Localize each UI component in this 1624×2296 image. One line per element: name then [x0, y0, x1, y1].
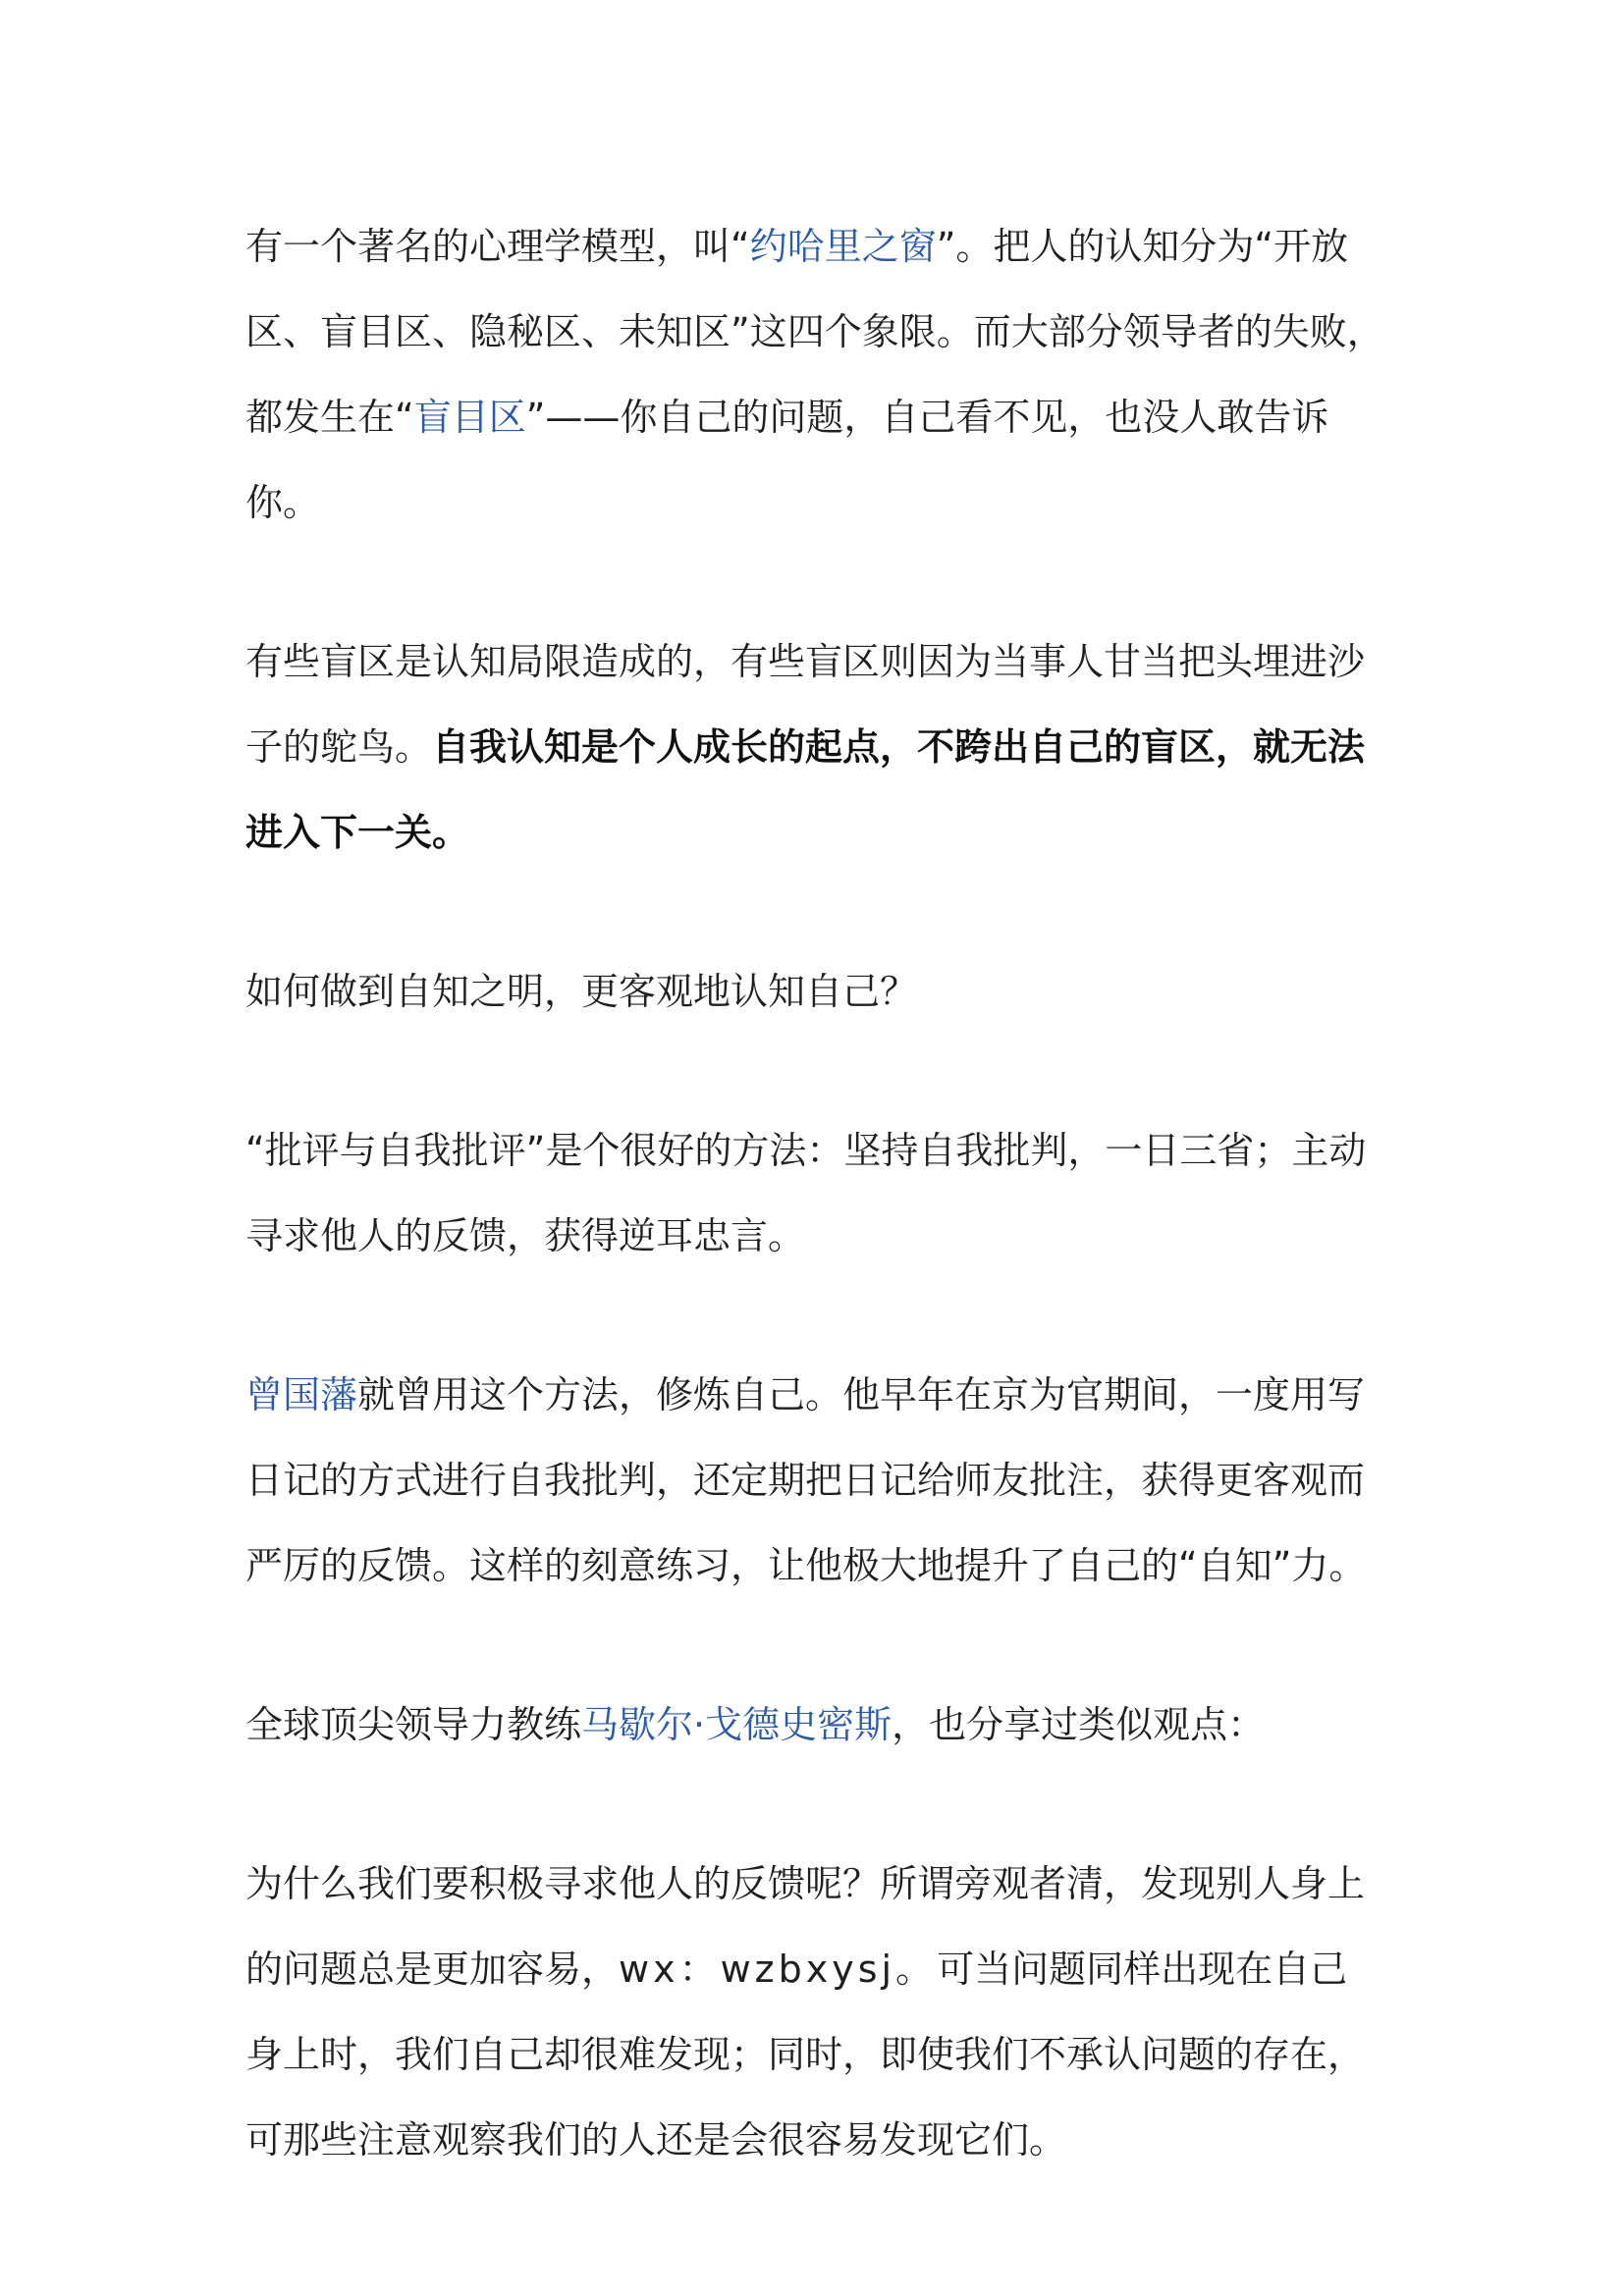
text-segment: 全球顶尖领导力教练 — [245, 1703, 582, 1746]
paragraph-goldsmith — [245, 1682, 1384, 1768]
text-segment: 如何做到自知之明，更客观地认知自己？ — [245, 970, 918, 1013]
text-segment: 有些盲区是认知局限造成的，有些盲区则因为当事人甘当把头埋进沙子的鸵鸟。 — [245, 640, 1366, 769]
paragraph-johari-window — [245, 204, 1384, 546]
text-segment: 就曾用这个方法，修炼自己。他早年在京为官期间，一度用写日记的方式进行自我批判，还定期把日记给师友批注，获得更客观而严厉的反馈。这样的刻意练习，让他极大地提升了自己的“自知”力。 — [245, 1373, 1367, 1587]
paragraph-criticism-method — [245, 1108, 1384, 1279]
wechat-id-text: wx：wzbxysj。 — [619, 1948, 938, 1991]
paragraph-feedback — [245, 1842, 1384, 2183]
paragraph-blind-spots — [245, 619, 1384, 876]
text-segment: 有一个著名的心理学模型，叫“ — [245, 225, 750, 268]
text-segment: 可当问题同样出现在自己身上时，我们自己却很难发现；同时，即使我们不承认问题的存在，可那些注意观察我们的人还是会很容易发现它们。 — [245, 1948, 1366, 2162]
paragraph-question — [245, 949, 1384, 1035]
link-marshall-goldsmith[interactable]: 马歇尔·戈德史密斯 — [581, 1703, 893, 1746]
text-segment: ”——你自己的问题，自己看不见，也没人敢告诉你。 — [245, 396, 1329, 524]
text-segment: 为什么我们要积极寻求他人的反馈呢？所谓旁观者清，发现别人身上的问题总是更加容易， — [245, 1862, 1366, 1991]
text-segment: “批评与自我批评”是个很好的方法：坚持自我批判，一日三省；主动寻求他人的反馈，获得逆耳忠言。 — [245, 1129, 1367, 1257]
document-body — [245, 204, 1384, 2257]
link-blind-area[interactable]: 盲目区 — [413, 396, 526, 439]
link-zeng-guofan[interactable]: 曾国藩 — [245, 1373, 358, 1416]
text-segment: ，也分享过类似观点： — [892, 1703, 1266, 1746]
bold-emphasis: 自我认知是个人成长的起点，不跨出自己的盲区，就无法进入下一关。 — [245, 725, 1366, 854]
paragraph-zeng-guofan — [245, 1353, 1384, 1609]
text-segment: ”。把人的认知分为“开放区、盲目区、隐秘区、未知区”这四个象限。而大部分领导者的失败，都发生在“ — [245, 225, 1384, 439]
link-johari-window[interactable]: 约哈里之窗 — [749, 225, 937, 268]
